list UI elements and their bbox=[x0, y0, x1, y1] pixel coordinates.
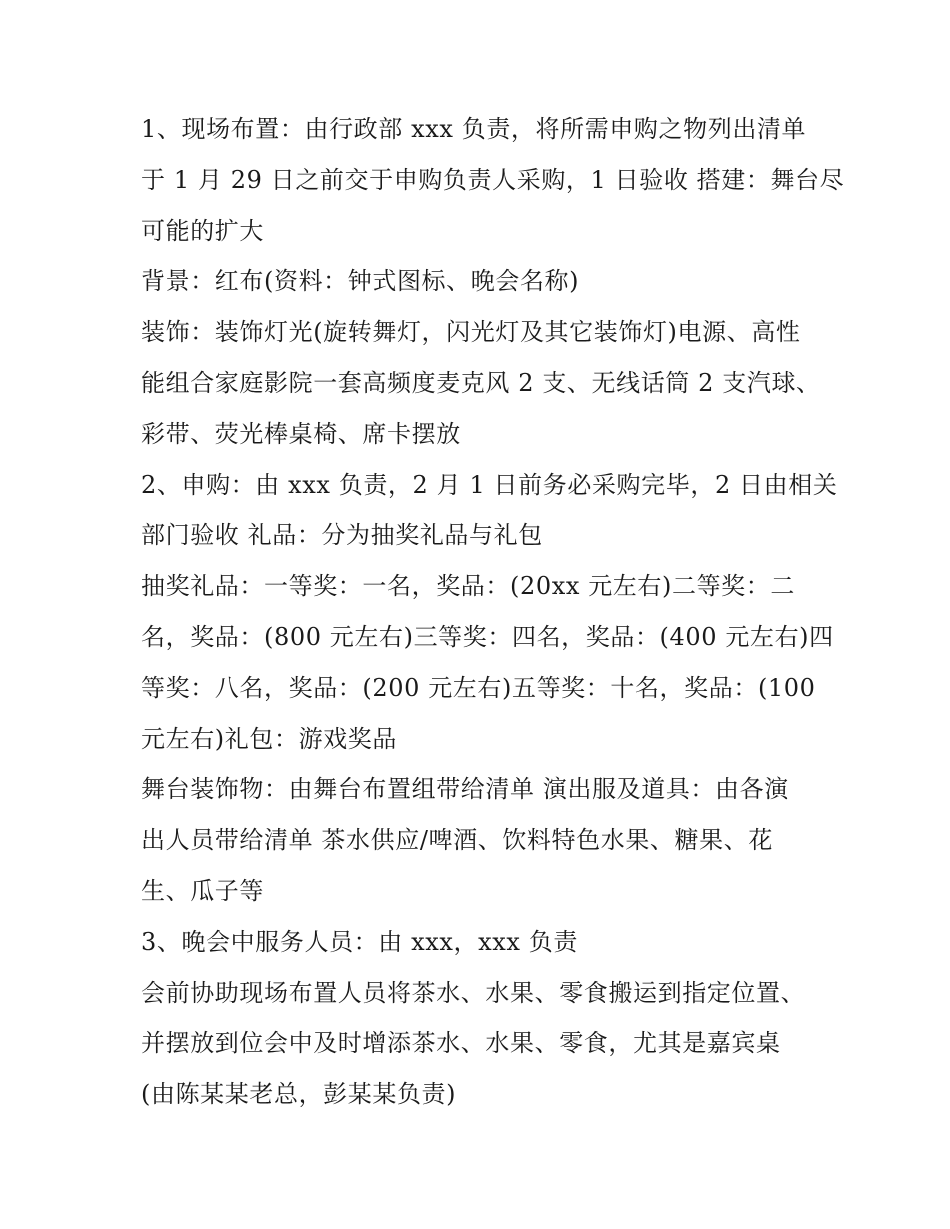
text-line: 能组合家庭影院一套高频度麦克风 2 支、无线话筒 2 支汽球、 bbox=[141, 368, 821, 397]
text-line: 抽奖礼品：一等奖：一名，奖品：(20xx 元左右)二等奖：二 bbox=[141, 572, 795, 601]
text-line: 会前协助现场布置人员将茶水、水果、零食搬运到指定位置、 bbox=[141, 978, 806, 1007]
text-line: 等奖：八名，奖品：(200 元左右)五等奖：十名，奖品：(100 bbox=[141, 673, 816, 702]
text-line: 元左右)礼包：游戏奖品 bbox=[141, 724, 397, 753]
text-line: 装饰：装饰灯光(旋转舞灯，闪光灯及其它装饰灯)电源、高性 bbox=[141, 318, 801, 347]
document-body bbox=[141, 104, 845, 1120]
text-line: 于 1 月 29 日之前交于申购负责人采购，1 日验收 搭建：舞台尽 bbox=[141, 165, 845, 194]
text-line: 生、瓜子等 bbox=[141, 876, 264, 905]
text-line: 背景：红布(资料：钟式图标、晚会名称) bbox=[141, 267, 580, 296]
text-line: 名，奖品：(800 元左右)三等奖：四名，奖品：(400 元左右)四 bbox=[141, 622, 834, 651]
text-line: (由陈某某老总，彭某某负责) bbox=[141, 1080, 457, 1109]
text-line: 可能的扩大 bbox=[141, 216, 264, 245]
text-line: 彩带、荧光棒桌椅、席卡摆放 bbox=[141, 419, 461, 448]
text-line: 2、申购：由 xxx 负责，2 月 1 日前务必采购完毕，2 日由相关 bbox=[141, 470, 838, 499]
text-line: 3、晚会中服务人员：由 xxx，xxx 负责 bbox=[141, 927, 578, 956]
text-line: 部门验收 礼品：分为抽奖礼品与礼包 bbox=[141, 521, 543, 550]
text-line: 舞台装饰物：由舞台布置组带给清单 演出服及道具：由各演 bbox=[141, 775, 789, 804]
text-line: 1、现场布置：由行政部 xxx 负责，将所需申购之物列出清单 bbox=[141, 115, 807, 143]
text-line: 出人员带给清单 茶水供应/啤酒、饮料特色水果、糖果、花 bbox=[141, 826, 773, 855]
text-line: 并摆放到位会中及时增添茶水、水果、零食，尤其是嘉宾桌 bbox=[141, 1029, 781, 1058]
